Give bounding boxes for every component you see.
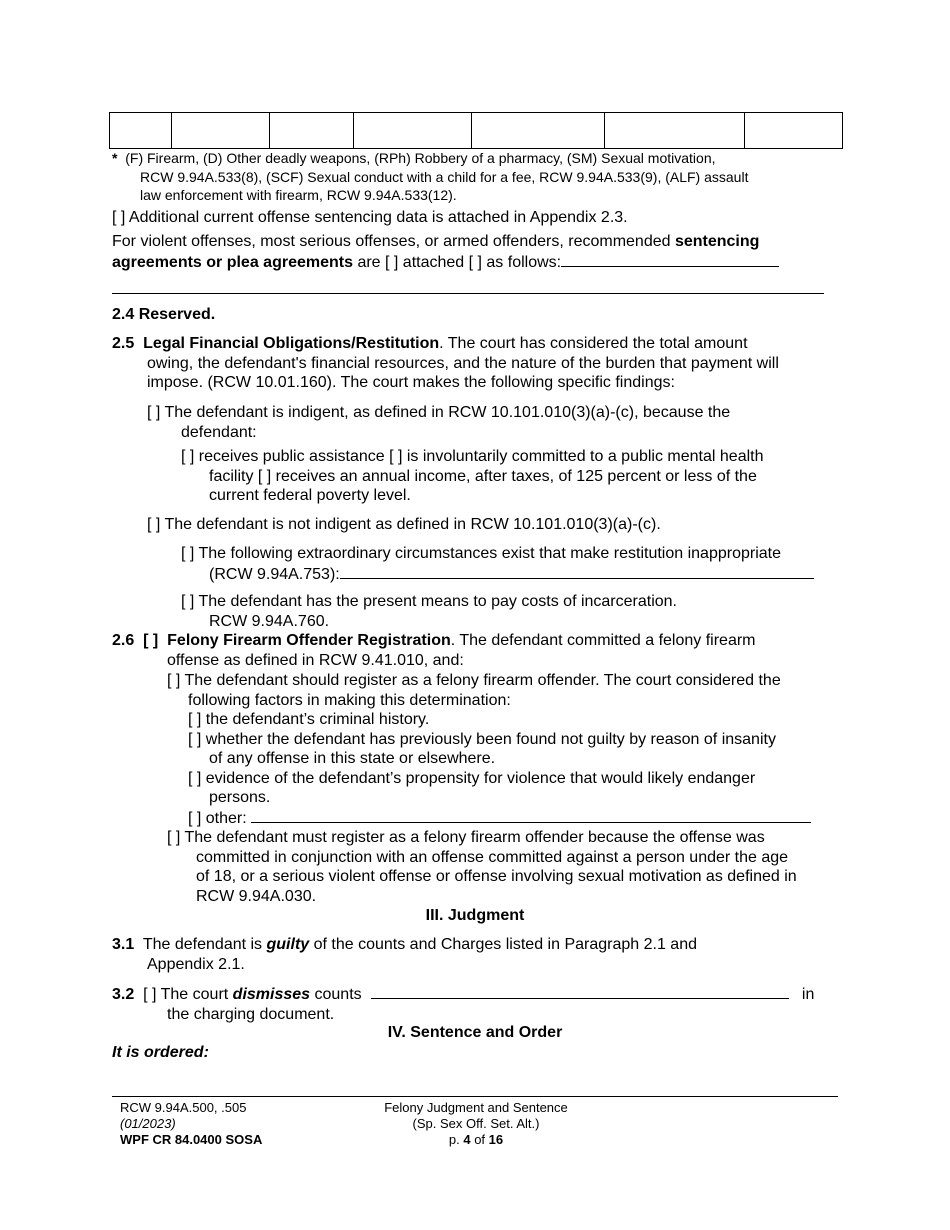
page-number bbox=[356, 1132, 596, 1148]
footer-form-number: WPF CR 84.0400 SOSA bbox=[120, 1132, 263, 1147]
footer-center bbox=[356, 1100, 596, 1148]
text: dismisses bbox=[232, 986, 311, 1003]
indigent-reasons[interactable] bbox=[181, 447, 841, 506]
table-cell bbox=[172, 113, 270, 149]
as-follows-field[interactable] bbox=[561, 252, 779, 267]
dismissed-counts-field[interactable] bbox=[371, 984, 789, 999]
section-2-6 bbox=[112, 631, 842, 670]
text: persons. bbox=[209, 789, 271, 806]
text: [ ] The defendant is indigent, as defined in RCW 10.101.010(3)(a)-(c), because the bbox=[147, 404, 731, 421]
text: For violent offenses, most serious offenses, or armed offenders, recommended bbox=[112, 233, 675, 250]
text: committed in conjunction with an offense committed against a person under the age bbox=[196, 848, 789, 866]
text: guilty bbox=[266, 936, 310, 953]
footer-title: Felony Judgment and Sentence bbox=[384, 1100, 568, 1115]
must-register-option[interactable] bbox=[167, 828, 847, 906]
footer-divider bbox=[112, 1096, 838, 1097]
should-register-option[interactable] bbox=[167, 671, 842, 710]
text: owing, the defendant's financial resources, and the nature of the burden that payment will bbox=[147, 354, 779, 372]
text: the charging document. bbox=[167, 1005, 335, 1023]
violent-offense-paragraph bbox=[112, 232, 832, 272]
footnote-line: law enforcement with firearm, RCW 9.94A.533(12). bbox=[140, 187, 457, 203]
section-number: 2.5 bbox=[112, 335, 135, 352]
text: sentencing bbox=[674, 233, 760, 250]
section-title: Felony Firearm Offender Registration bbox=[167, 632, 451, 649]
footnote-line: (F) Firearm, (D) Other deadly weapons, (RPh) Robbery of a pharmacy, (SM) Sexual motivation, bbox=[125, 150, 716, 166]
factor-insanity[interactable]: [ ] whether the defendant has previously been found not guilty by reason of insanity bbox=[188, 730, 776, 748]
footer-left bbox=[120, 1100, 262, 1148]
text: [ ] The defendant should register as a felony firearm offender. The court considered the bbox=[167, 672, 781, 689]
text: The defendant is bbox=[142, 936, 267, 953]
table-cell bbox=[354, 113, 472, 149]
text: Appendix 2.1. bbox=[147, 955, 245, 973]
factor-other[interactable]: [ ] other: bbox=[188, 809, 247, 827]
section-3-2 bbox=[112, 984, 842, 1024]
as-follows-field-line2[interactable] bbox=[112, 293, 824, 294]
text: of 18, or a serious violent offense or offense involving sexual motivation as defined in bbox=[196, 868, 797, 885]
text: counts bbox=[310, 986, 362, 1003]
registration-factors bbox=[188, 710, 838, 828]
table-cell bbox=[605, 113, 745, 149]
section-2-4: 2.4 Reserved. bbox=[112, 306, 216, 323]
section-number: 3.2 bbox=[112, 986, 135, 1003]
text: current federal poverty level. bbox=[209, 487, 411, 504]
firearm-registration-checkbox[interactable]: [ ] bbox=[143, 632, 159, 649]
additional-data-checkbox[interactable]: [ ] Additional current offense sentencing data is attached in Appendix 2.3. bbox=[112, 209, 628, 226]
text: offense as defined in RCW 9.41.010, and: bbox=[167, 651, 464, 669]
text: of any offense in this state or elsewhere. bbox=[209, 750, 496, 767]
current-page: 4 bbox=[463, 1132, 471, 1147]
table-cell bbox=[472, 113, 605, 149]
other-factor-field[interactable] bbox=[251, 808, 811, 823]
section-3-1 bbox=[112, 935, 832, 974]
footnote-line: RCW 9.94A.533(8), (SCF) Sexual conduct with a child for a fee, RCW 9.94A.533(9), (ALF) assault bbox=[140, 168, 749, 185]
dismiss-checkbox[interactable]: [ ] The court bbox=[143, 986, 233, 1003]
agreement-checkboxes[interactable]: are [ ] attached [ ] as follows: bbox=[353, 253, 562, 271]
table-cell bbox=[270, 113, 354, 149]
text: agreements or plea agreements bbox=[112, 253, 353, 271]
present-means-option[interactable] bbox=[181, 592, 841, 631]
footnote bbox=[112, 149, 842, 205]
table-cell bbox=[110, 113, 172, 149]
text: (RCW 9.94A.753): bbox=[209, 565, 340, 583]
text: of the counts and Charges listed in Paragraph 2.1 and bbox=[309, 936, 697, 953]
factor-criminal-history[interactable]: [ ] the defendant’s criminal history. bbox=[188, 711, 430, 728]
text: in bbox=[801, 986, 815, 1003]
text: [ ] The following extraordinary circumstances exist that make restitution inappropriate bbox=[181, 545, 781, 562]
text: [ ] The defendant must register as a felony firearm offender because the offense was bbox=[167, 829, 765, 846]
extraordinary-circumstances-option[interactable] bbox=[181, 544, 841, 584]
footnote-star: * bbox=[112, 150, 118, 166]
circumstances-field[interactable] bbox=[340, 564, 814, 579]
judgment-heading: III. Judgment bbox=[425, 907, 525, 924]
footer-date: (01/2023) bbox=[120, 1116, 176, 1131]
ordered-label: It is ordered: bbox=[112, 1044, 209, 1061]
section-number: 2.6 bbox=[112, 632, 135, 649]
text: [ ] The defendant has the present means to pay costs of incarceration. bbox=[181, 593, 677, 610]
text: . The defendant committed a felony firearm bbox=[450, 632, 756, 649]
text: RCW 9.94A.760. bbox=[209, 612, 330, 630]
footer-subtitle: (Sp. Sex Off. Set. Alt.) bbox=[412, 1116, 540, 1131]
total-pages: 16 bbox=[488, 1132, 504, 1147]
section-title: Legal Financial Obligations/Restitution bbox=[143, 335, 440, 352]
sentencing-data-table bbox=[109, 112, 843, 149]
text: facility [ ] receives an annual income, after taxes, of 125 percent or less of the bbox=[209, 467, 757, 485]
text: of bbox=[470, 1132, 489, 1147]
text: RCW 9.94A.030. bbox=[196, 887, 317, 905]
text: [ ] receives public assistance [ ] is involuntarily committed to a public mental health bbox=[181, 448, 764, 465]
sentence-heading: IV. Sentence and Order bbox=[387, 1024, 563, 1041]
indigent-option[interactable] bbox=[147, 403, 837, 442]
not-indigent-option[interactable]: [ ] The defendant is not indigent as defined in RCW 10.101.010(3)(a)-(c). bbox=[147, 516, 661, 533]
text: following factors in making this determination: bbox=[188, 691, 511, 709]
table-row bbox=[110, 113, 843, 149]
table-cell bbox=[745, 113, 843, 149]
text: p. bbox=[448, 1132, 464, 1147]
section-2-5 bbox=[112, 334, 832, 393]
factor-violence[interactable]: [ ] evidence of the defendant’s propensity for violence that would likely endanger bbox=[188, 769, 756, 787]
section-number: 3.1 bbox=[112, 936, 135, 953]
text: defendant: bbox=[181, 423, 257, 441]
text: impose. (RCW 10.01.160). The court makes the following specific findings: bbox=[147, 374, 675, 391]
text: . The court has considered the total amount bbox=[439, 335, 748, 352]
footer-rcw: RCW 9.94A.500, .505 bbox=[120, 1100, 247, 1115]
